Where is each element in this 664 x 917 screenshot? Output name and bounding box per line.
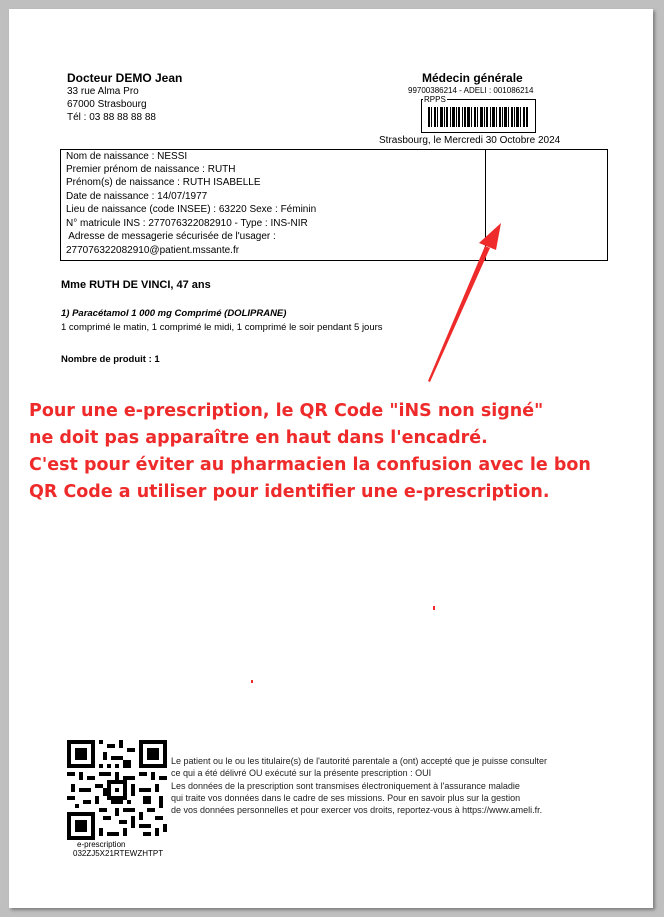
doctor-address-city: 67000 Strasbourg bbox=[67, 99, 147, 110]
patient-line: 277076322082910@patient.mssante.fr bbox=[66, 245, 240, 256]
doctor-specialty: Médecin générale bbox=[422, 71, 523, 85]
consent-line: Les données de la prescription sont transmises électroniquement à l'assurance maladie bbox=[171, 781, 520, 791]
patient-line: Lieu de naissance (code INSEE) : 63220 Sexe : Féminin bbox=[66, 204, 317, 215]
annotation-line: QR Code a utiliser pour identifier une e-prescription. bbox=[29, 482, 550, 502]
qr-label: e-prescription bbox=[77, 840, 126, 849]
medication-title: 1) Paracétamol 1 000 mg Comprimé (DOLIPRANE) bbox=[61, 308, 287, 319]
doctor-phone: Tél : 03 88 88 88 88 bbox=[67, 112, 156, 123]
annotation-line: ne doit pas apparaître en haut dans l'encadré. bbox=[29, 428, 488, 448]
medication-posology: 1 comprimé le matin, 1 comprimé le midi, 1 comprimé le soir pendant 5 jours bbox=[61, 322, 383, 333]
annotation-line: Pour une e-prescription, le QR Code "iNS non signé" bbox=[29, 401, 544, 421]
patient-line: Date de naissance : 14/07/1977 bbox=[66, 191, 208, 202]
patient-line: Prénom(s) de naissance : RUTH ISABELLE bbox=[66, 177, 261, 188]
patient-line: Premier prénom de naissance : RUTH bbox=[66, 164, 236, 175]
consent-line: de vos données personnelles et pour exercer vos droits, reportez-vous à https://www.ameli.fr. bbox=[171, 805, 543, 815]
doctor-name: Docteur DEMO Jean bbox=[67, 71, 183, 85]
consent-line: ce qui a été délivré OU exécuté sur la présente prescription : OUI bbox=[171, 768, 432, 778]
consent-line: Le patient ou le ou les titulaire(s) de l'autorité parentale a (ont) accepté que je puisse consulter bbox=[171, 756, 547, 766]
annotation-line: C'est pour éviter au pharmacien la confusion avec le bon bbox=[29, 455, 591, 475]
consent-line: qui traite vos données dans le cadre de ses missions. Pour en savoir plus sur la gestion bbox=[171, 793, 521, 803]
patient-line: Adresse de messagerie sécurisée de l'usager : bbox=[66, 231, 276, 242]
product-count: Nombre de produit : 1 bbox=[61, 354, 160, 365]
red-mark bbox=[251, 680, 253, 683]
qr-code-text: 032ZJ5X21RTEWZHTPT bbox=[73, 849, 164, 858]
qr-code-icon bbox=[67, 740, 167, 840]
patient-line: Nom de naissance : NESSI bbox=[66, 151, 188, 162]
red-mark bbox=[433, 606, 435, 610]
patient-line: N° matricule INS : 277076322082910 - Type : INS-NIR bbox=[66, 218, 308, 229]
doctor-address-street: 33 rue Alma Pro bbox=[67, 86, 139, 97]
doctor-ids: 99700386214 - ADELI : 001086214 bbox=[408, 86, 534, 95]
rpps-label: RPPS bbox=[424, 95, 446, 104]
prescription-page bbox=[9, 9, 653, 908]
date-place: Strasbourg, le Mercredi 30 Octobre 2024 bbox=[379, 135, 561, 146]
patient-name: Mme RUTH DE VINCI, 47 ans bbox=[61, 279, 211, 291]
